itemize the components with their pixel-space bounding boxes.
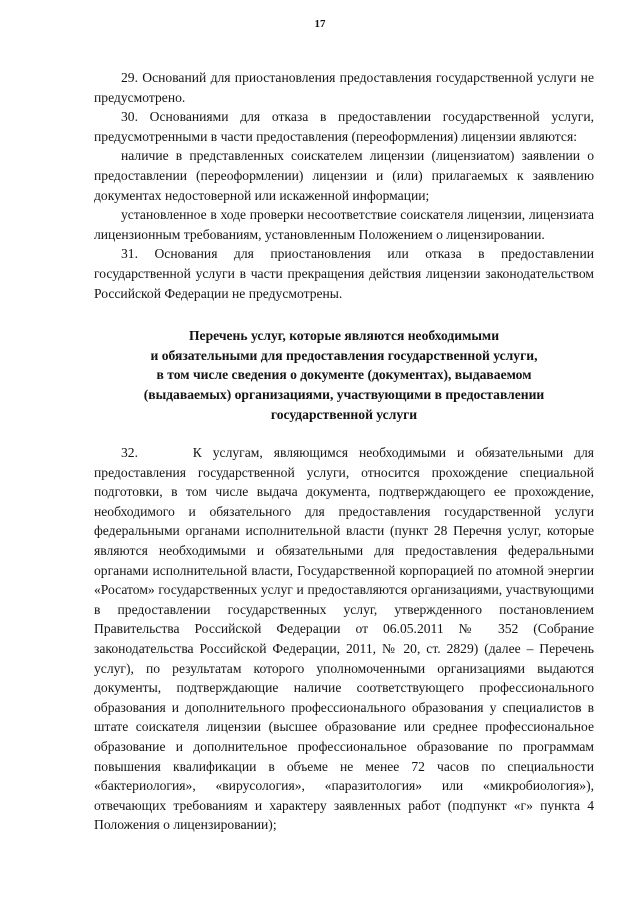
- section-heading-line: и обязательными для предоставления государственной услуги,: [150, 347, 538, 363]
- section-heading: [94, 326, 594, 424]
- section-heading-line: в том числе сведения о документе (документах), выдаваемом: [156, 367, 532, 383]
- paragraph-30-item-1: наличие в представленных соискателем лицензии (лицензиатом) заявлении о предоставлении (переоформлении) лицензии и (или) прилагаемых к заявлению документах недостоверной или искаженной информации;: [94, 148, 594, 203]
- paragraph-29: 29. Оснований для приостановления предоставления государственной услуги не предусмотрено.: [94, 70, 594, 105]
- section-heading-line: Перечень услуг, которые являются необходимыми: [188, 328, 500, 344]
- paragraph-30: 30. Основаниями для отказа в предоставлении государственной услуги, предусмотренными в части предоставления (переоформления) лицензии являются:: [94, 109, 594, 144]
- page-number: 17: [314, 18, 326, 30]
- paragraph-30-item-2: установленное в ходе проверки несоответствие соискателя лицензии, лицензиата лицензионным требованиям, установленным Положением о лицензировании.: [94, 207, 594, 242]
- page-content: [94, 68, 598, 835]
- paragraph-32: 32. К услугам, являющимся необходимыми и обязательными для предоставления государственной услуги, относится прохождение специальной подготовки, в том числе выдача документа, подтверждающего ее прохождение, необходимого и обязательного для предоставления государственной услуги федеральными органами исполнительной власти (пункт 28 Перечня услуг, которые являются необходимыми и обязательными для предоставления федеральными органами исполнительной власти, Государственной корпорацией по атомной энергии «Росатом» государственных услуг и предоставляются организациями, участвующими в предоставлении государственных услуг, утвержденного постановлением Правительства Российской Федерации от 06.05.2011 № 352 (Собрание законодательства Российской Федерации, 2011, № 20, ст. 2829) (далее – Перечень услуг), по результатам которого уполномоченными организациями выдаются документы, подтверждающие наличие соответствующего профессионального образования и дополнительного профессионального образования у специалистов в штате соискателя лицензии (высшее образование или среднее профессиональное образование и дополнительное профессиональное образование по программам повышения квалификации в объеме не менее 72 часов по специальности «бактериология», «вирусология», «паразитология» или «микробиология»), отвечающих требованиям и характеру заявленных работ (подпункт «г» пункта 4 Положения о лицензировании);: [94, 445, 598, 833]
- section-heading-line: государственной услуги: [270, 406, 418, 422]
- paragraph-31: 31. Основания для приостановления или отказа в предоставлении государственной услуги в части прекращения действия лицензии законодательством Российской Федерации не предусмотрены.: [94, 246, 594, 301]
- section-heading-line: (выдаваемых) организациями, участвующими в предоставлении: [143, 386, 545, 402]
